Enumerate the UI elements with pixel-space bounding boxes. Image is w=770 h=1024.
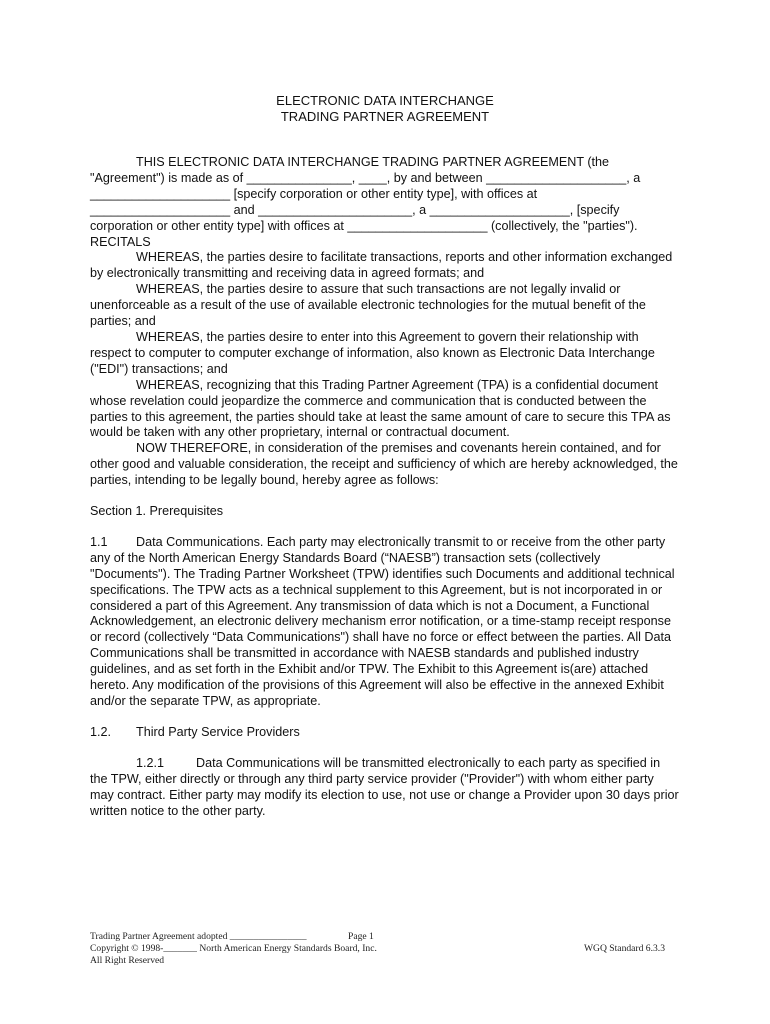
- footer-copyright: Copyright © 1998-_______ North American Energy Standards Board, Inc.: [90, 943, 377, 954]
- document-title-line-1: ELECTRONIC DATA INTERCHANGE: [276, 93, 494, 108]
- recital-paragraph: WHEREAS, the parties desire to enter into this Agreement to govern their relationship with respect to computer to computer exchange of information, also known as Electronic Data Interchange ("EDI") transactions; and: [90, 329, 655, 376]
- intro-paragraph: THIS ELECTRONIC DATA INTERCHANGE TRADING PARTNER AGREEMENT (the "Agreement") is made as of _______________, ____, by and between ____________________, a ____________________ [specify corporation or other entity type], with offices at ____________________ and ______________________, a ____________________, [specify corporation or other entity type] with offices at ____________________ (collectively, the "parties").: [90, 155, 641, 233]
- footer-standard: WGQ Standard 6.3.3: [584, 943, 665, 954]
- section-1-heading: Section 1. Prerequisites: [90, 504, 224, 519]
- section-1-2-title: Third Party Service Providers: [136, 724, 300, 739]
- recitals-heading: RECITALS: [90, 234, 151, 249]
- section-1-1-number: 1.1: [90, 534, 108, 549]
- page-footer: [90, 931, 680, 967]
- section-1-1-text: Data Communications. Each party may electronically transmit to or receive from the other party any of the North American Energy Standards Board (“NAESB”) transaction sets (collectively "Documents"). The Trading Partner Worksheet (TPW) identifies such Documents and additional technical specifications. The TPW acts as a technical supplement to this Agreement, but is not incorporated in or considered a part of this Agreement. Any transmission of data which is not a Document, a Functional Acknowledgement, an electronic delivery mechanism error notification, or a time-stamp receipt response or record (collectively “Data Communications") shall have no force or effect between the parties. All Data Communications shall be transmitted in accordance with NAESB standards and published industry guidelines, and as set forth in the Exhibit and/or TPW. The Exhibit to this Agreement is(are) attached hereto. Any modification of the provisions of this Agreement will also be effective in the annexed Exhibit and/or the separate TPW, as appropriate.: [90, 534, 675, 708]
- section-1-2-heading: [90, 725, 680, 741]
- section-1-2-1-text: Data Communications will be transmitted electronically to each party as specified in the TPW, either directly or through any third party service provider ("Provider") with whom either party may contract. Either party may modify its election to use, not use or change a Provider upon 30 days prior written notice to the other party.: [90, 755, 679, 818]
- recital-paragraph: WHEREAS, recognizing that this Trading Partner Agreement (TPA) is a confidential document whose revelation could jeopardize the commerce and communication that is conducted between the parties to this agreement, the parties should take at least the same amount of care to secure this TPA as would be taken with any other proprietary, internal or contractual document.: [90, 377, 671, 440]
- section-1-2-1-number: 1.2.1: [136, 755, 165, 770]
- footer-rights: All Right Reserved: [90, 955, 165, 966]
- recital-paragraph: WHEREAS, the parties desire to assure that such transactions are not legally invalid or unenforceable as a result of the use of available electronic technologies for the mutual benefit of the parties; and: [90, 282, 646, 329]
- section-1-1-paragraph: [90, 535, 680, 710]
- recital-paragraph: WHEREAS, the parties desire to facilitate transactions, reports and other information exchanged by electronically transmitting and receiving data in agreed formats; and: [90, 250, 673, 281]
- now-therefore-paragraph: NOW THEREFORE, in consideration of the premises and covenants herein contained, and for other good and valuable consideration, the receipt and sufficiency of which are hereby acknowledged, the parties, intending to be legally bound, hereby agree as follows:: [90, 441, 678, 488]
- section-1-2-1-paragraph: [90, 756, 680, 820]
- section-1-2-number: 1.2.: [90, 724, 112, 739]
- document-body: [90, 155, 680, 819]
- footer-adopted-line: Trading Partner Agreement adopted ________________: [90, 931, 307, 942]
- footer-page-number: Page 1: [348, 931, 374, 942]
- document-title-line-2: TRADING PARTNER AGREEMENT: [280, 109, 490, 124]
